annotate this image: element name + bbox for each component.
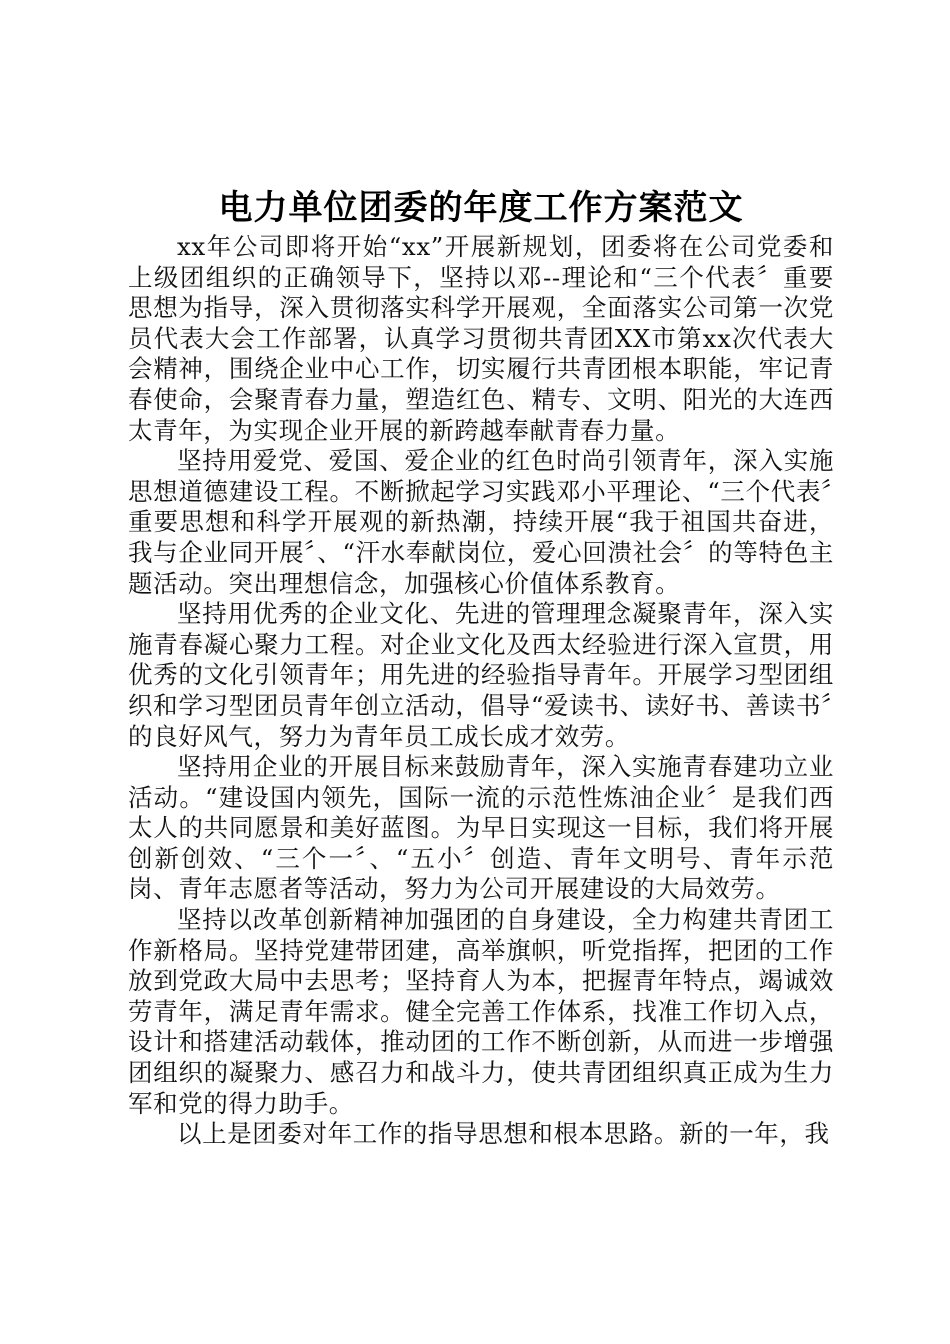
document-title: 电力单位团委的年度工作方案范文	[218, 188, 744, 228]
body-paragraph-3: 坚持用优秀的企业文化、先进的管理理念凝聚青年，深入实施青春凝心聚力工程。对企业文化及西太经验进行深入宣贯，用优秀的文化引领青年；用先进的经验指导青年。开展学习型团组织和学习型团员青年创立活动，倡导“爱读书、读好书、善读书〞的良好风气，努力为青年员工成长成才效劳。	[128, 599, 834, 751]
body-paragraph-6: 以上是团委对年工作的指导思想和根本思路。新的一年，我	[177, 1119, 830, 1149]
body-paragraph-2: 坚持用爱党、爱国、爱企业的红色时尚引领青年，深入实施思想道德建设工程。不断掀起学习实践邓小平理论、“三个代表〞重要思想和科学开展观的新热潮，持续开展“我于祖国共奋进，我与企业同开展〞、“汗水奉献岗位，爱心回溃社会〞的等特色主题活动。突出理想信念，加强核心价值体系教育。	[128, 446, 834, 598]
body-paragraph-1: xx年公司即将开始“xx”开展新规划，团委将在公司党委和上级团组织的正确领导下，坚持以邓--理论和“三个代表〞重要思想为指导，深入贯彻落实科学开展观，全面落实公司第一次党员代表大会工作部署，认真学习贯彻共青团XX市第xx次代表大会精神，围绕企业中心工作，切实履行共青团根本职能，牢记青春使命，会聚青春力量，塑造红色、精专、文明、阳光的大连西太青年，为实现企业开展的新跨越奉献青春力量。	[128, 232, 834, 445]
body-paragraph-4: 坚持用企业的开展目标来鼓励青年，深入实施青春建功立业活动。“建设国内领先，国际一流的示范性炼油企业〞是我们西太人的共同愿景和美好蓝图。为早日实现这一目标，我们将开展创新创效、“三个一〞、“五小〞创造、青年文明号、青年示范岗、青年志愿者等活动，努力为公司开展建设的大局效劳。	[128, 752, 834, 904]
body-paragraph-5: 坚持以改革创新精神加强团的自身建设，全力构建共青团工作新格局。坚持党建带团建，高举旗帜，听党指挥，把团的工作放到党政大局中去思考；坚持育人为本，把握青年特点，竭诚效劳青年，满足青年需求。健全完善工作体系，找准工作切入点，设计和搭建活动载体，推动团的工作不断创新，从而进一步增强团组织的凝聚力、感召力和战斗力，使共青团组织真正成为生力军和党的得力助手。	[128, 905, 834, 1118]
document-page	[128, 186, 834, 1150]
